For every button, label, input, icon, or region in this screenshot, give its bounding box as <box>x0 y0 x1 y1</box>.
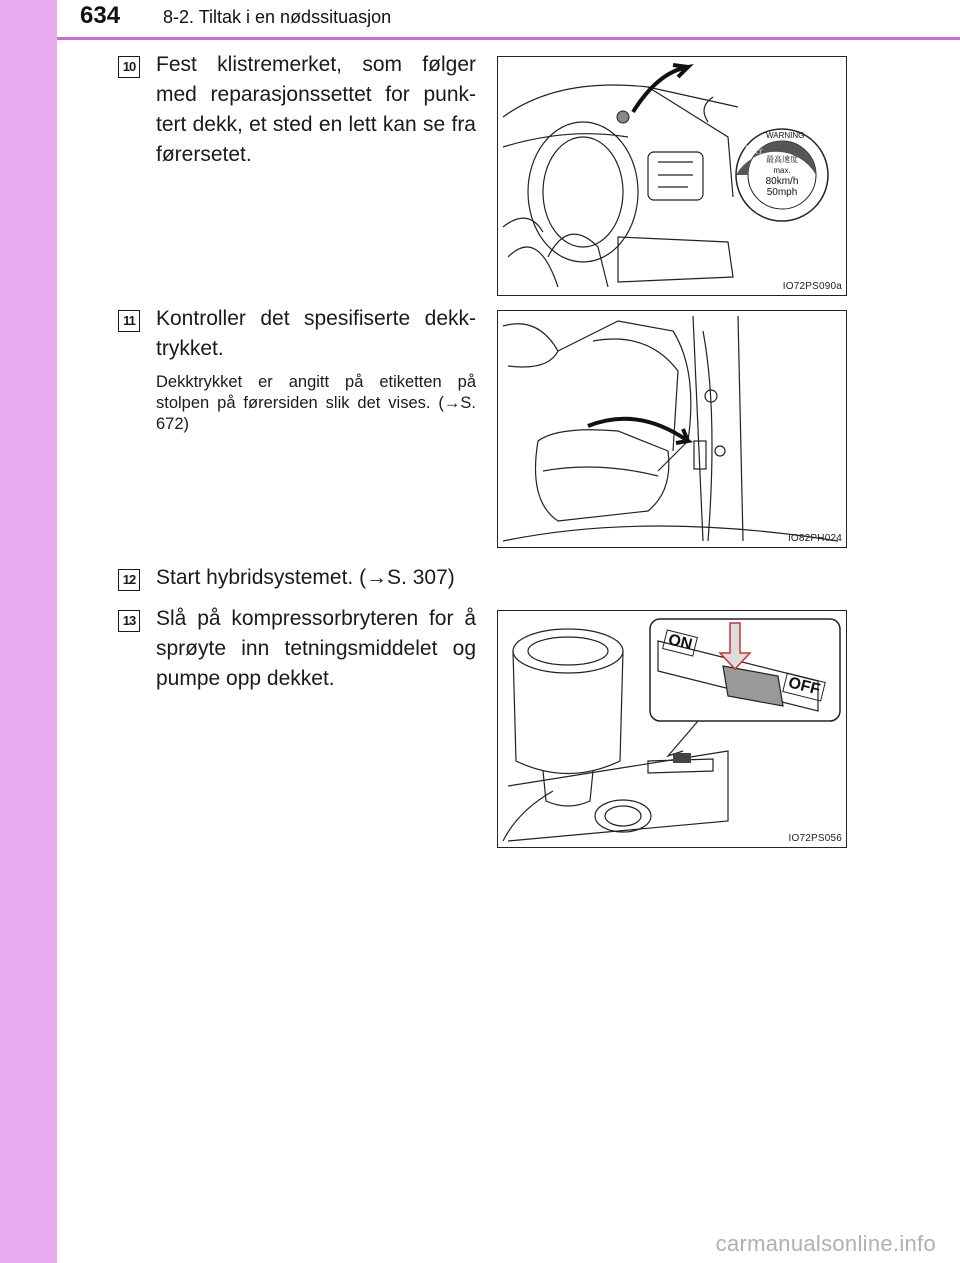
switch-on-label: ON <box>662 629 698 656</box>
figure-door-pillar-label <box>497 310 847 548</box>
page-header <box>0 0 960 40</box>
watermark: carmanualsonline.info <box>715 1231 936 1256</box>
figure-code: IO82PH024 <box>787 533 842 544</box>
section-title: 8-2. Tiltak i en nødssituasjon <box>163 7 392 27</box>
sticker-dealer-en: Drive to a dealer <box>756 209 801 215</box>
figure-code: IO72PS090a <box>782 281 842 292</box>
step-number: 12 <box>118 569 140 591</box>
step-text: Kontroller det spesifiserte dekk-trykket. <box>156 307 476 360</box>
sticker-warning-jp: 警告 <box>745 145 764 155</box>
page-number: 634 <box>80 2 121 29</box>
figure-compressor-switch <box>497 610 847 848</box>
step-text: Start hybridsystemet. (→S. 307) <box>156 566 455 589</box>
step-number: 13 <box>118 610 140 632</box>
sticker-mph: 50mph <box>766 187 798 198</box>
header-rule <box>57 37 960 40</box>
seat-door-illustration <box>498 311 846 547</box>
step-text: Fest klistremerket, som følger med reparasjonssettet for punk-tert dekk, et sted en lett kan se fra førersetet. <box>156 53 476 166</box>
step-text: Slå på kompressorbryteren for å sprøyte inn tetningsmiddelet og pumpe opp dekket. <box>156 607 476 690</box>
sticker-max-speed-jp: 最高速度 <box>766 155 798 164</box>
figure-code: IO72PS056 <box>788 833 842 844</box>
step-note: Dekktrykket er angitt på etiketten på stolpen på førersiden slik det vises. (→S. 672) <box>156 373 476 433</box>
switch-off-label: OFF <box>782 672 826 701</box>
sticker-kmh: 80km/h <box>765 176 799 187</box>
step-number: 10 <box>118 56 140 78</box>
step-number: 11 <box>118 310 140 332</box>
sticker-max: max. <box>773 166 791 175</box>
figure-sticker-placement <box>497 56 847 296</box>
sticker-warning-en: WARNING <box>766 131 805 140</box>
sticker-text <box>758 154 806 198</box>
chapter-sidebar-tab <box>0 0 57 1263</box>
